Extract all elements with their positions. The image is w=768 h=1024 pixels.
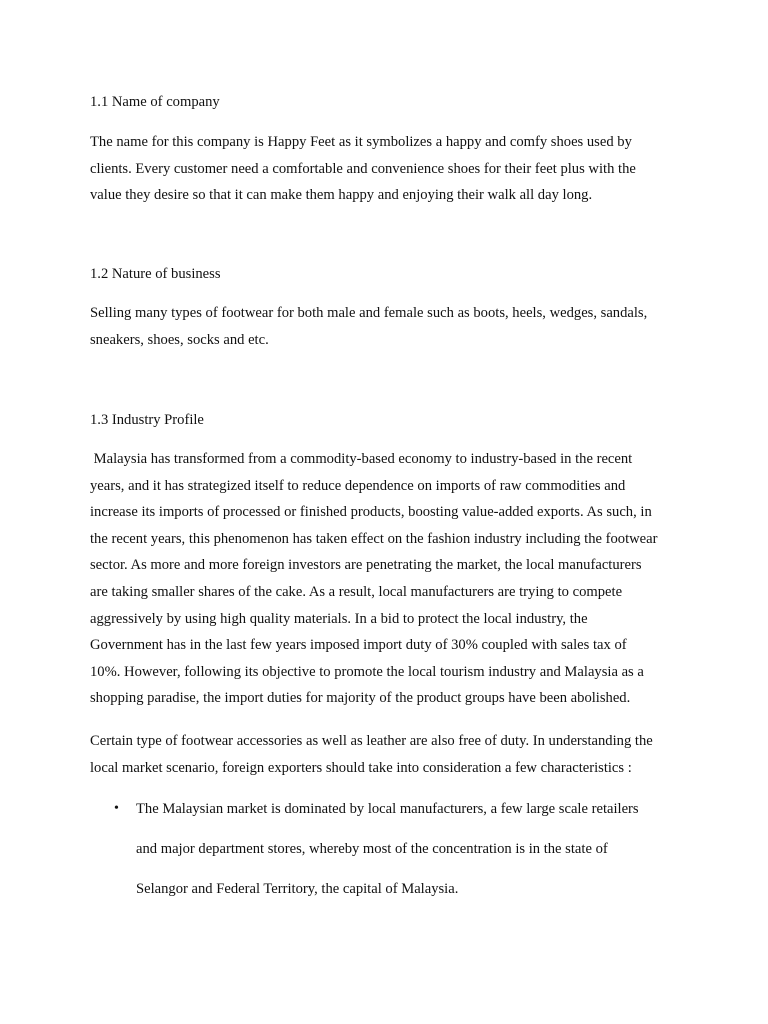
text-line: shopping paradise, the import duties for majority of the product groups have been abolished. (90, 690, 631, 707)
text-line: the recent years, this phenomenon has taken effect on the fashion industry including the footwear (90, 530, 658, 547)
text-line: The name for this company is Happy Feet as it symbolizes a happy and comfy shoes used by (90, 134, 632, 150)
section-heading-industry-profile: 1.3 Industry Profile (90, 412, 204, 428)
section-heading-nature-of-business: 1.2 Nature of business (90, 266, 221, 282)
text-line: are taking smaller shares of the cake. As a result, local manufacturers are trying to compete (90, 583, 623, 600)
section-heading-name-of-company: 1.1 Name of company (90, 94, 220, 110)
text-line: local market scenario, foreign exporters should take into consideration a few characteristics : (90, 759, 632, 776)
text-line: Selling many types of footwear for both male and female such as boots, heels, wedges, sandals, (90, 305, 648, 321)
text-line: aggressively by using high quality materials. In a bid to protect the local industry, the (90, 610, 588, 627)
text-line: years, and it has strategized itself to reduce dependence on imports of raw commodities and (90, 477, 626, 494)
text-line: Malaysia has transformed from a commodity-based economy to industry-based in the recent (90, 451, 633, 467)
paragraph-market-characteristics (90, 728, 680, 781)
text-line: The Malaysian market is dominated by local manufacturers, a few large scale retailers (136, 801, 639, 817)
text-line: and major department stores, whereby most of the concentration is in the state of (136, 841, 608, 857)
text-line: Certain type of footwear accessories as well as leather are also free of duty. In understanding the (90, 733, 653, 749)
text-line: Selangor and Federal Territory, the capital of Malaysia. (136, 881, 459, 897)
text-line: 10%. However, following its objective to promote the local tourism industry and Malaysia as a (90, 663, 644, 680)
text-line: sneakers, shoes, socks and etc. (90, 331, 269, 348)
paragraph-name-of-company (90, 129, 680, 209)
text-line: clients. Every customer need a comfortable and convenience shoes for their feet plus with the (90, 160, 636, 177)
bullet-icon: • (114, 801, 119, 816)
text-line: value they desire so that it can make them happy and enjoying their walk all day long. (90, 187, 593, 204)
text-line: increase its imports of processed or finished products, boosting value-added exports. As such, in (90, 504, 652, 521)
text-line: Government has in the last few years imposed import duty of 30% coupled with sales tax of (90, 637, 627, 654)
text-line: sector. As more and more foreign investors are penetrating the market, the local manufacturers (90, 557, 642, 574)
paragraph-nature-of-business (90, 300, 680, 353)
bullet-text (136, 789, 676, 909)
paragraph-industry-profile (90, 446, 680, 712)
